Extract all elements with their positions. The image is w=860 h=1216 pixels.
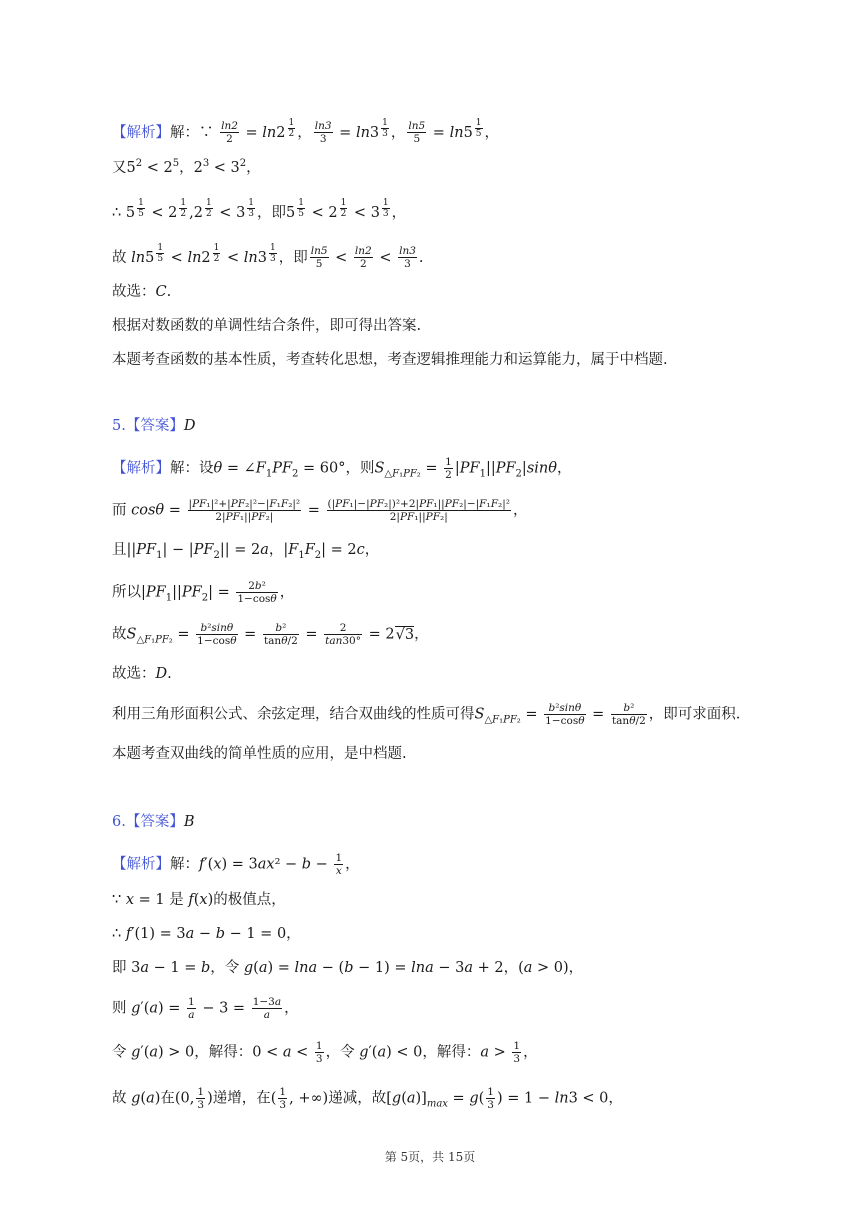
q5-choice: 故选：D. (112, 666, 172, 682)
q5-answer-line: 5.【答案】D (112, 418, 196, 434)
q6-answer-line: 6.【答案】B (112, 814, 195, 830)
q4-analysis-line-2: 又$5^2 < 2^5$，$2^3 < 3^2$， (112, 158, 261, 176)
q4-summary: 本题考查函数的基本性质，考查转化思想，考查逻辑推理能力和运算能力，属于中档题. (112, 352, 668, 368)
q6-analysis-line-3: ∴ f′(1) = 3a − b − 1 = 0， (112, 926, 301, 942)
q6-analysis-line-1: 【解析】解：f′(x) = 3ax² − b − $\frac{1}{x}$ ， (112, 852, 360, 877)
q5-analysis-line-2: 而 cosθ = $\frac{\text{|PF₁|²+|PF₂|²−|F₁F₂|²}}{\text{2|PF₁||PF₂|}}$ = $\frac{\text{(|PF₁|−|PF₂|)²+2|PF₁||PF₂|−|F₁F₂|²}}{\text{2|PF₁||PF₂|}}$ ， (112, 498, 528, 523)
q6-analysis-line-2: ∵ x = 1 是 f(x)的极值点， (112, 892, 286, 908)
q5-summary: 本题考查双曲线的简单性质的应用，是中档题. (112, 746, 407, 762)
q4-analysis-line-1: 【解析】解：∵ $\frac{\ln 2}{2}$ = ln2 $^{\frac{1}{2}}$ ， $\frac{\ln 3}{3}$ = ln3 $^{\frac{1}{3}}$ ， $\frac{\ln 5}{5}$ = ln5 $^{\frac{1}{5}}$ ， (112, 118, 500, 146)
q4-choice: 故选：C. (112, 284, 172, 300)
q6-analysis-line-6: 令 g′(a) > 0，解得：0 < a < $\frac{1}{3}$ ，令 g′(a) < 0，解得：a > $\frac{1}{3}$ ， (112, 1040, 538, 1065)
question-number: 6. (112, 814, 126, 830)
page-footer: 第 5页，共 15页 (384, 1150, 476, 1164)
q4-hint: 根据对数函数的单调性结合条件，即可得出答案. (112, 318, 422, 334)
analysis-tag: 【解析】 (112, 124, 170, 141)
q5-analysis-line-1: 【解析】解：设$\theta = \angle F_1PF_2 = 60^\circ$，则$S_{\triangle F_1PF_2}$ = $\frac{1}{2}$ $|PF_1||PF_2|\sin\theta$， (112, 456, 572, 481)
q6-analysis-line-7: 故 g(a)在(0, $\frac{1}{3}$ )递增，在( $\frac{1}{3}$ , +∞)递减，故$[g(a)]_{max} = g$( $\frac{1}{3}$ ) = 1 − ln3 < 0， (112, 1086, 623, 1111)
q5-analysis-line-3: 且$||PF_1| - |PF_2|| = 2a$，$|F_1F_2| = 2c$， (112, 542, 380, 561)
q5-answer-value: D (183, 418, 196, 434)
q5-analysis-line-5: 故$S_{\triangle F_1PF_2}$ = $\frac{\text{b²sinθ}}{1-\cos\theta}$ = $\frac{\text{b²}}{\tan\theta/2}$ = $\frac{2}{\tan 30^\circ}$ = 2√3， (112, 622, 429, 647)
q4-analysis-line-3: ∴ 5 $^{\frac{1}{5}}$ < 2 $^{\frac{1}{2}}$ ,2 $^{\frac{1}{2}}$ < 3 $^{\frac{1}{3}}$ ，即5 $^{\frac{1}{5}}$ < 2 $^{\frac{1}{2}}$ < 3 $^{\frac{1}{3}}$ ， (112, 198, 407, 221)
q6-analysis-line-4: 即 3a − 1 = b，令 g(a) = lna − (b − 1) = lna − 3a + 2，(a > 0)， (112, 960, 584, 976)
q4-analysis-line-4: 故 ln5 $^{\frac{1}{5}}$ < ln2 $^{\frac{1}{2}}$ < ln3 $^{\frac{1}{3}}$ ，即 $\frac{\ln 5}{5}$ < $\frac{\ln 2}{2}$ < $\frac{\ln 3}{3}$ . (112, 243, 424, 271)
q5-analysis-line-4: 所以$|PF_1||PF_2|$ = $\frac{\text{2b²}}{1-\cos\theta}$ ， (112, 580, 295, 605)
question-number: 5. (112, 418, 126, 434)
q6-analysis-line-5: 则 g′(a) = $\frac{1}{a}$ − 3 = $\frac{1-3a}{a}$ ， (112, 996, 299, 1021)
q6-answer-value: B (183, 814, 195, 830)
q5-hint: 利用三角形面积公式、余弦定理，结合双曲线的性质可得$S_{\triangle F_1PF_2}$ = $\frac{\text{b²sinθ}}{1-\cos\theta}$ = $\frac{\text{b²}}{\tan\theta/2}$ ，即可求面积. (112, 702, 741, 727)
